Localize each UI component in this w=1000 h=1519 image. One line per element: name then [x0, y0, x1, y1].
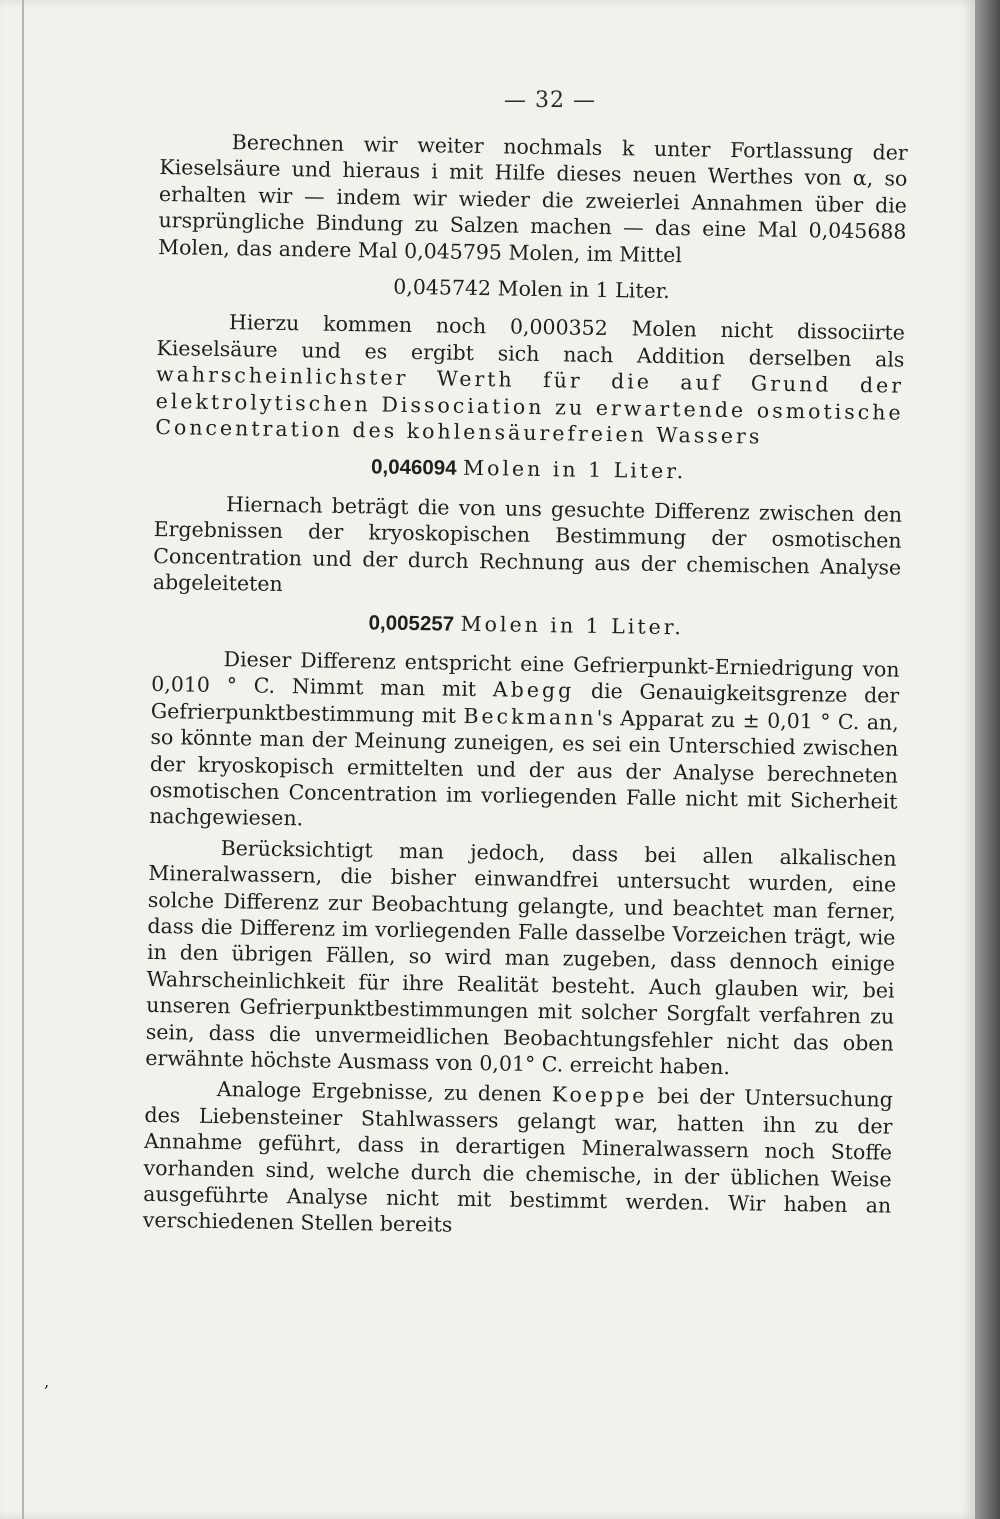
- paragraph-6-text-a: Analoge Ergebnisse, zu denen: [216, 1077, 542, 1107]
- formula-1: [157, 270, 905, 308]
- paragraph-4-text-b: die Genauigkeitsgrenze der Gefrierpunktbestimmung mit: [150, 679, 900, 728]
- paragraph-6: [143, 1075, 893, 1245]
- paragraph-1: Berechnen wir weiter nochmals k unter Fortlassung der Kieselsäure und hieraus i mit Hilfe dieses neuen Werthes von α, so erhalten wir — indem wir wieder die zweierlei Annahmen über die ursprüngliche Bindung zu Salzen machen — das eine Mal 0,045688 Molen, das andere Mal 0,045795 Molen, im Mittel: [157, 130, 908, 267]
- book-edge-shadow: [975, 0, 1000, 1519]
- formula-1-text: 0,045742 Molen in 1 Liter.: [393, 274, 670, 304]
- author-koeppe: Koeppe: [551, 1082, 648, 1109]
- paragraph-2: [155, 308, 905, 452]
- paragraph-2-text: Hierzu kommen noch 0,000352 Molen nicht dissociirte Kieselsäure und es ergibt sich nach Addition derselben als: [156, 310, 906, 372]
- paragraph-4-text-a: Dieser Differenz entspricht eine Gefrierpunkt-Erniedrigung von 0,010 ° C. Nimmt man mit: [151, 646, 900, 702]
- paragraph-3: Hiernach beträgt die von uns gesuchte Differenz zwischen den Ergebnissen der kryoskopischen Bestimmung der osmotischen Concentration und der durch Rechnung aus der chemischen Analyse abgeleiteten: [152, 491, 903, 597]
- paragraph-2-emphasis: wahrscheinlichster Werth für die auf Grund der elektrolytischen Dissociation zu erwartende osmotische Concentration des kohlensäurefreien Wassers: [155, 362, 905, 449]
- author-beckmann: Beckmann: [463, 703, 597, 730]
- formula-2: [155, 450, 903, 489]
- formula-2-unit: Molen in 1 Liter.: [462, 456, 687, 484]
- paragraph-4-text-c: 's Apparat zu ± 0,01 ° C. an, so könnte man der Meinung zuneigen, es sei ein Unterschied zwischen der kryoskopisch ermittelten und der aus der Analyse berechneten osmotischen Concentration im vorliegenden Falle nicht mit Sicherheit nachgewiesen.: [148, 705, 899, 831]
- paragraph-5: Berücksichtigt man jedoch, dass bei allen alkalischen Mineralwassern, die bisher einwandfrei untersucht wurden, eine solche Differenz zur Beobachtung gelangte, und beachtet man ferner, dass die Differenz im vorliegenden Falle dasselbe Vorzeichen trägt, wie in den übrigen Fällen, so wird man zugeben, dass dennoch einige Wahrscheinlichkeit für ihre Realität besteht. Auch glauben wir, bei unseren Gefrierpunktbestimmungen mit solcher Sorgfalt verfahren zu sein, dass die unvermeidlichen Beobachtungsfehler nicht das oben erwähnte höchste Ausmass von 0,01° C. erreicht haben.: [145, 835, 897, 1080]
- paragraph-4: [149, 645, 900, 842]
- formula-2-value: 0,046094: [370, 455, 457, 481]
- formula-3: [152, 605, 900, 644]
- page-number: — 32 —: [504, 88, 596, 113]
- paragraph-6-text-b: bei der Untersuchung des Liebensteiner Stahlwassers gelangt war, hatten ihn zu der Annahme geführt, dass in derartigen Mineralwassern noch Stoffe vorhanden sind, welche durch die chemische, in der üblichen Weise ausgeführte Analyse nicht mit bestimmt werden. Wir haben an verschiedenen Stellen bereits: [142, 1084, 894, 1238]
- page-fold-line: [22, 0, 24, 1519]
- stray-mark: ‚: [44, 1372, 50, 1391]
- author-abegg: Abegg: [492, 677, 575, 703]
- formula-3-unit: Molen in 1 Liter.: [460, 611, 685, 639]
- body-text: [143, 128, 908, 1245]
- formula-3-value: 0,005257: [368, 610, 455, 636]
